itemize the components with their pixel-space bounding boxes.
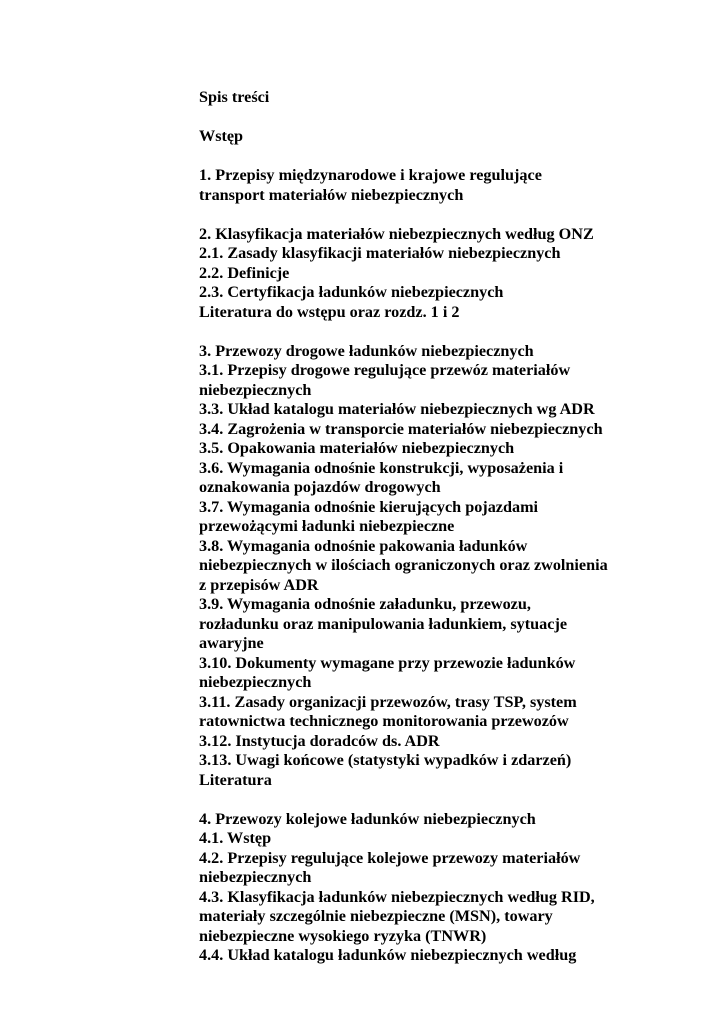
page-title: Spis treści [199, 88, 270, 106]
toc-section-1 [199, 166, 639, 205]
toc-line: rozładunku oraz manipulowania ładunkiem, sytuacje [199, 614, 568, 633]
toc-line: 2. Klasyfikacja materiałów niebezpiecznych według ONZ [199, 224, 594, 243]
spacer [199, 108, 639, 128]
toc-line: materiały szczególnie niebezpieczne (MSN), towary [199, 907, 553, 925]
toc-line: 4.4. Układ katalogu ładunków niebezpiecznych według [199, 946, 577, 964]
toc-line: Literatura [199, 770, 272, 789]
spacer [199, 205, 639, 225]
toc-entry-intro: Wstęp [199, 127, 244, 145]
toc-line: awaryjne [199, 634, 264, 652]
spacer [199, 790, 639, 810]
toc-section-3 [199, 342, 639, 791]
toc-line: 1. Przepisy międzynarodowe i krajowe regulujące [199, 166, 542, 184]
toc-line: ratownictwa technicznego monitorowania przewozów [199, 712, 569, 730]
toc-line: 3.3. Układ katalogu materiałów niebezpiecznych wg ADR [199, 400, 595, 418]
toc-line: 3.11. Zasady organizacji przewozów, trasy TSP, system [199, 692, 577, 711]
table-of-contents [199, 88, 639, 966]
toc-line: 3.5. Opakowania materiałów niebezpiecznych [199, 439, 515, 457]
spacer [199, 147, 639, 167]
toc-line: 3.6. Wymagania odnośnie konstrukcji, wyposażenia i [199, 458, 564, 477]
toc-line: 3.9. Wymagania odnośnie załadunku, przewozu, [199, 595, 531, 613]
toc-line: 2.1. Zasady klasyfikacji materiałów niebezpiecznych [199, 244, 561, 262]
toc-line: 3.10. Dokumenty wymagane przy przewozie ładunków [199, 653, 576, 672]
toc-line: niebezpieczne wysokiego ryzyka (TNWR) [199, 926, 487, 945]
toc-line: 4.2. Przepisy regulujące kolejowe przewozy materiałów [199, 848, 581, 867]
toc-line: 3. Przewozy drogowe ładunków niebezpiecznych [199, 341, 534, 360]
toc-line: z przepisów ADR [199, 575, 319, 594]
toc-line: niebezpiecznych w ilościach ograniczonych oraz zwolnienia [199, 556, 608, 574]
toc-line: przewożącymi ładunki niebezpieczne [199, 517, 455, 535]
toc-line: 3.13. Uwagi końcowe (statystyki wypadków i zdarzeń) [199, 751, 572, 769]
toc-line: 4.1. Wstęp [199, 829, 272, 847]
toc-line: transport materiałów niebezpiecznych [199, 185, 464, 204]
spacer [199, 322, 639, 342]
toc-line: Literatura do wstępu oraz rozdz. 1 i 2 [199, 302, 460, 321]
toc-line: 4. Przewozy kolejowe ładunków niebezpiecznych [199, 809, 536, 828]
toc-section-2 [199, 225, 639, 323]
toc-line: 2.3. Certyfikacja ładunków niebezpiecznych [199, 283, 504, 301]
toc-line: 3.1. Przepisy drogowe regulujące przewóz materiałów [199, 361, 571, 379]
toc-line: 3.8. Wymagania odnośnie pakowania ładunków [199, 536, 528, 555]
toc-line: oznakowania pojazdów drogowych [199, 478, 441, 496]
toc-line: niebezpiecznych [199, 868, 312, 886]
toc-line: niebezpiecznych [199, 380, 312, 399]
toc-line: 3.12. Instytucja doradców ds. ADR [199, 731, 440, 750]
toc-line: 3.4. Zagrożenia w transporcie materiałów niebezpiecznych [199, 419, 603, 438]
toc-line: 2.2. Definicje [199, 263, 290, 282]
toc-line: 4.3. Klasyfikacja ładunków niebezpiecznych według RID, [199, 887, 595, 906]
toc-line: niebezpiecznych [199, 673, 312, 691]
toc-line: 3.7. Wymagania odnośnie kierujących pojazdami [199, 497, 539, 516]
toc-section-4 [199, 810, 639, 966]
